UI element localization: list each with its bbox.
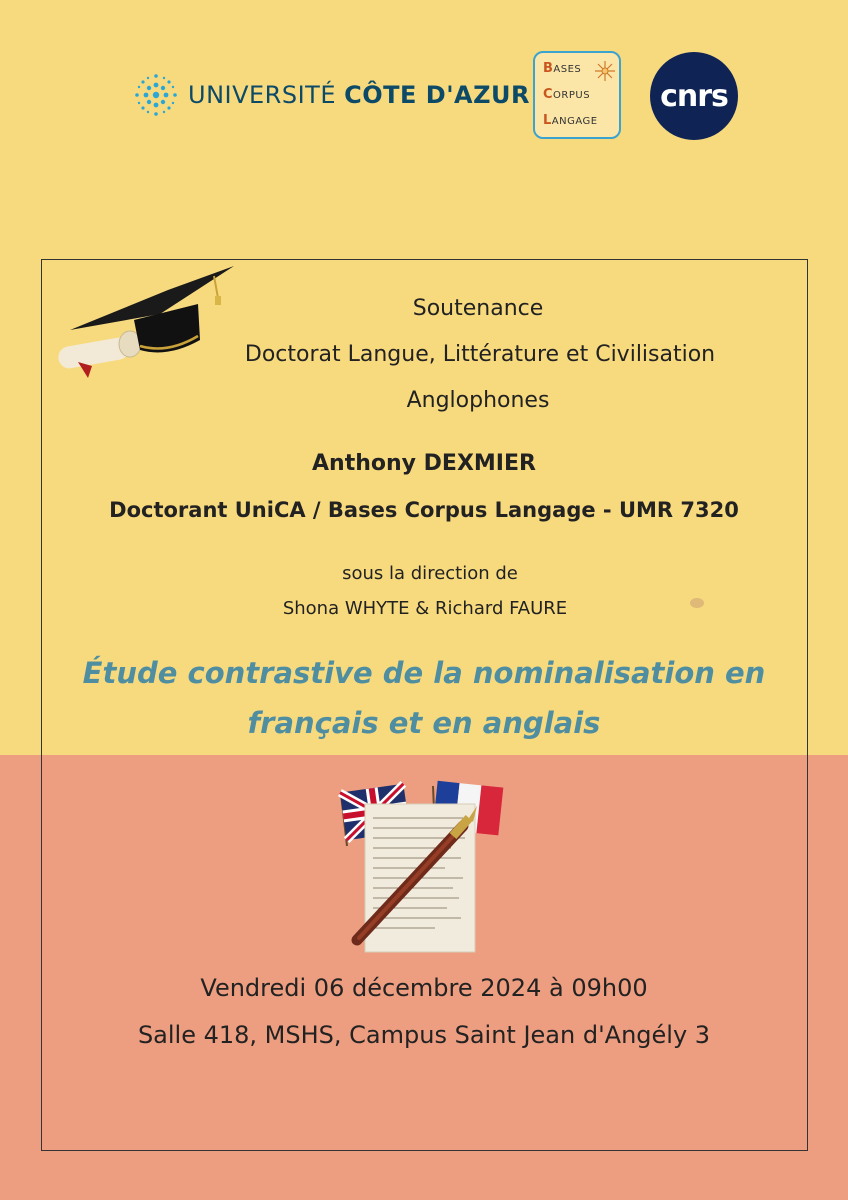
bcl-rest-3: ANGAGE <box>551 116 598 127</box>
event-location: Salle 418, MSHS, Campus Saint Jean d'Angély 3 <box>137 1021 711 1049</box>
bcl-rest-2: ORPUS <box>553 90 591 101</box>
bcl-line-3 <box>543 113 598 128</box>
flags-letter-illustration <box>335 774 505 954</box>
uca-starburst-icon <box>132 71 180 119</box>
bcl-logo <box>533 51 621 139</box>
graduation-cap-icon <box>48 262 248 387</box>
diploma-scroll-icon <box>57 331 141 378</box>
uca-logo <box>132 70 530 120</box>
cnrs-logo <box>650 52 738 140</box>
bcl-line-1 <box>543 61 581 76</box>
thesis-title-line-2: français et en anglais <box>247 706 601 740</box>
uca-wordmark <box>188 81 530 109</box>
program-line-2: Anglophones <box>406 388 550 413</box>
thesis-title <box>60 648 788 748</box>
thesis-title-line-1: Étude contrastive de la nominalisation en <box>82 656 766 690</box>
event-type: Soutenance <box>412 296 544 321</box>
event-date: Vendredi 06 décembre 2024 à 09h00 <box>200 974 648 1002</box>
candidate-affiliation: Doctorant UniCA / Bases Corpus Langage - UMR 7320 <box>109 498 739 522</box>
uca-word1: UNIVERSITÉ <box>188 81 336 109</box>
program-line-1: Doctorat Langue, Littérature et Civilisation <box>244 342 716 367</box>
bcl-line-2 <box>543 87 590 102</box>
candidate-name: Anthony DEXMIER <box>312 451 536 476</box>
letter-with-fountain-pen-icon <box>357 804 477 952</box>
direction-label: sous la direction de <box>342 563 518 584</box>
bcl-cap-3: L <box>543 113 552 128</box>
bcl-cap-2: C <box>543 87 554 102</box>
bcl-sunburst-icon <box>593 59 617 83</box>
supervisors: Shona WHYTE & Richard FAURE <box>282 598 568 619</box>
bcl-rest-1: ASES <box>553 64 582 75</box>
uca-word2: CÔTE D'AZUR <box>344 81 530 109</box>
cnrs-wordmark: cnrs <box>660 78 728 114</box>
bcl-cap-1: B <box>543 61 554 76</box>
